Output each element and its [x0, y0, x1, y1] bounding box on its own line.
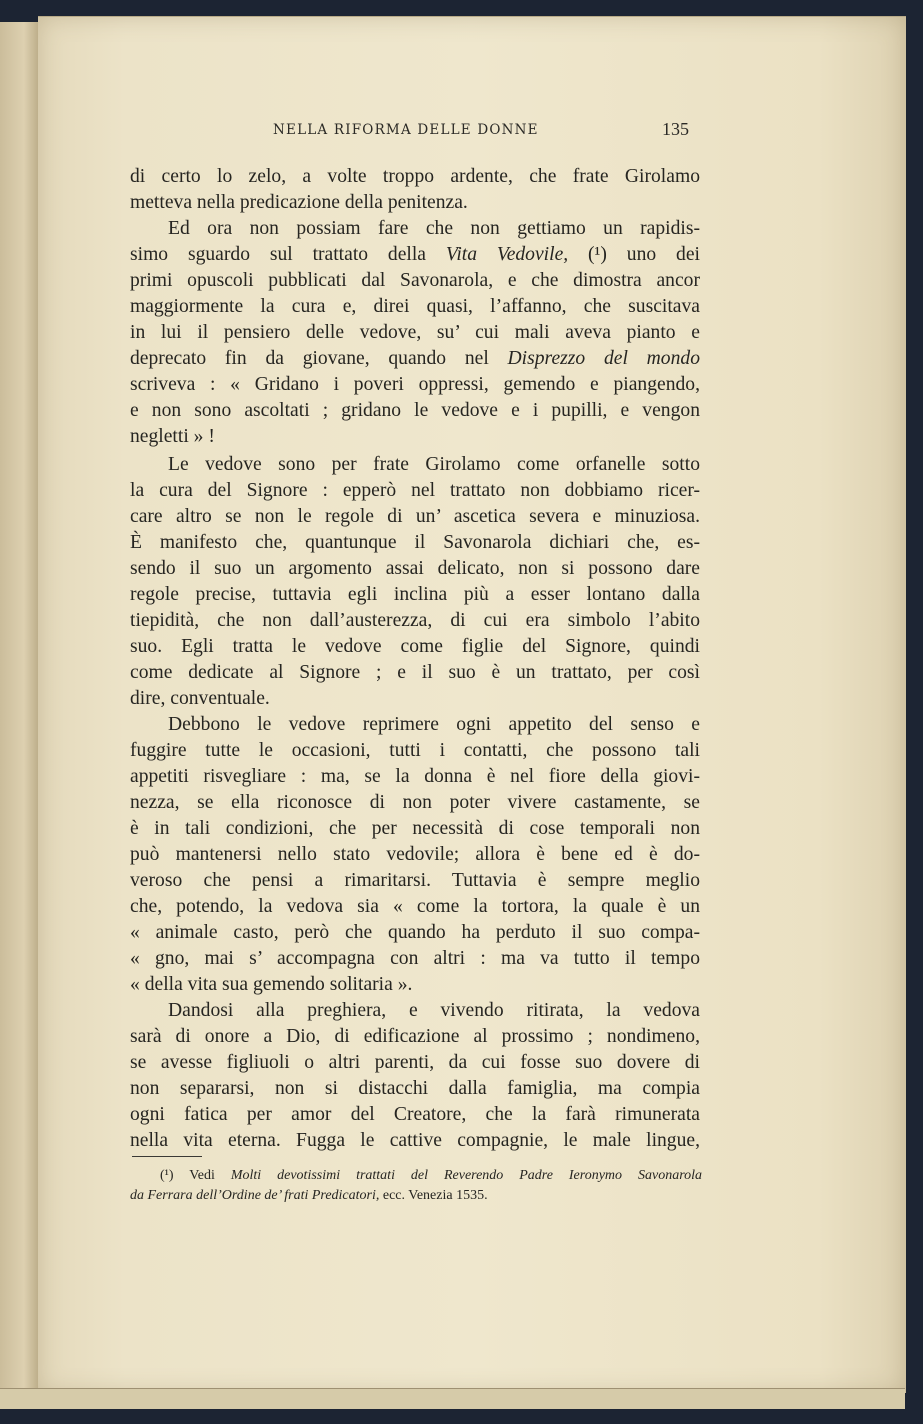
- text-line: veroso che pensi a rimaritarsi. Tuttavia è sempre meglio: [130, 870, 700, 891]
- text-segment: deprecato fin da giovane, quando nel: [130, 348, 508, 369]
- text-line: che, potendo, la vedova sia « come la tortora, la quale è un: [130, 896, 700, 917]
- text-line: regole precise, tuttavia egli inclina più a esser lontano dalla: [130, 584, 700, 605]
- text-line: metteva nella predicazione della penitenza.: [130, 192, 468, 213]
- text-line: care altro se non le regole di un’ ascetica severa e minuziosa.: [130, 506, 700, 527]
- footnote-rule: [132, 1156, 202, 1157]
- text-line: [130, 346, 700, 372]
- text-line: di certo lo zelo, a volte troppo ardente, che frate Girolamo: [130, 166, 700, 187]
- text-line: in lui il pensiero delle vedove, su’ cui mali aveva pianto e: [130, 322, 700, 343]
- running-head: NELLA RIFORMA DELLE DONNE: [273, 122, 539, 138]
- text-line: primi opuscoli pubblicati dal Savonarola, e che dimostra ancor: [130, 270, 700, 291]
- previous-page-edge: [0, 22, 41, 1392]
- footnote-title-italic: Molti devotissimi trattati del Reverendo Padre Ieronymo Savonarola: [230, 1168, 703, 1183]
- text-line: Debbono le vedove reprimere ogni appetito del senso e: [168, 714, 700, 735]
- footnote-line: [130, 1186, 702, 1206]
- text-line: « gno, mai s’ accompagna con altri : ma va tutto il tempo: [130, 948, 700, 969]
- text-line: come dedicate al Signore ; e il suo è un trattato, per così: [130, 662, 700, 683]
- text-line: « della vita sua gemendo solitaria ».: [130, 974, 413, 995]
- text-line: può mantenersi nello stato vedovile; allora è bene ed è do-: [130, 844, 700, 865]
- text-line: suo. Egli tratta le vedove come figlie del Signore, quindi: [130, 636, 700, 657]
- text-line: negletti » !: [130, 426, 215, 447]
- text-line: È manifesto che, quantunque il Savonarola dichiari che, es-: [130, 532, 700, 553]
- text-line: è in tali condizioni, che per necessità di cose temporali non: [130, 818, 700, 839]
- text-line: dire, conventuale.: [130, 688, 270, 709]
- text-line: se avesse figliuoli o altri parenti, da cui fosse suo dovere di: [130, 1052, 700, 1073]
- text-line: appetiti risvegliare : ma, se la donna è nel fiore della giovi-: [130, 766, 700, 787]
- page-number: 135: [662, 119, 689, 139]
- book-title-italic: Disprezzo del mondo: [507, 348, 700, 369]
- text-line: e non sono ascoltati ; gridano le vedove e i pupilli, e vengon: [130, 400, 700, 421]
- text-line: Dandosi alla preghiera, e vivendo ritirata, la vedova: [168, 1000, 700, 1021]
- text-line: nezza, se ella riconosce di non poter vivere castamente, se: [130, 792, 700, 813]
- text-line: « animale casto, però che quando ha perduto il suo compa-: [130, 922, 700, 943]
- footnote-line: [160, 1166, 702, 1186]
- text-line: sarà di onore a Dio, di edificazione al prossimo ; nondimeno,: [130, 1026, 700, 1047]
- text-line: Le vedove sono per frate Girolamo come orfanelle sotto: [168, 454, 700, 475]
- text-line: Ed ora non possiam fare che non gettiamo un rapidis-: [168, 218, 700, 239]
- text-line: sendo il suo un argomento assai delicato, non si possono dare: [130, 558, 700, 579]
- text-line: non separarsi, non si distacchi dalla famiglia, ma compia: [130, 1078, 700, 1099]
- text-line: fuggire tutte le occasioni, tutti i contatti, che possono tali: [130, 740, 700, 761]
- text-line: maggiormente la cura e, direi quasi, l’affanno, che suscitava: [130, 296, 700, 317]
- footnote-marker: (¹) Vedi: [160, 1168, 231, 1183]
- text-line: [130, 242, 700, 268]
- text-line: ogni fatica per amor del Creatore, che la farà rimunerata: [130, 1104, 700, 1125]
- text-line: nella vita eterna. Fugga le cattive compagnie, le male lingue,: [130, 1130, 700, 1151]
- text-line: la cura del Signore : epperò nel trattato non dobbiamo ricer-: [130, 480, 700, 501]
- text-line: tiepidità, che non dall’austerezza, di cui era simbolo l’abito: [130, 610, 700, 631]
- footnote-citation: ecc. Venezia 1535.: [379, 1188, 488, 1203]
- footnote-title-italic: da Ferrara dell’Ordine de’ frati Predicatori,: [130, 1188, 380, 1203]
- footnote-reference: (¹) uno dei: [568, 244, 700, 265]
- text-line: scriveva : « Gridano i poveri oppressi, gemendo e piangendo,: [130, 374, 700, 395]
- book-title-italic: Vita Vedovile,: [445, 244, 569, 265]
- page-bottom-edge: [0, 1388, 905, 1409]
- text-segment: simo sguardo sul trattato della: [130, 244, 446, 265]
